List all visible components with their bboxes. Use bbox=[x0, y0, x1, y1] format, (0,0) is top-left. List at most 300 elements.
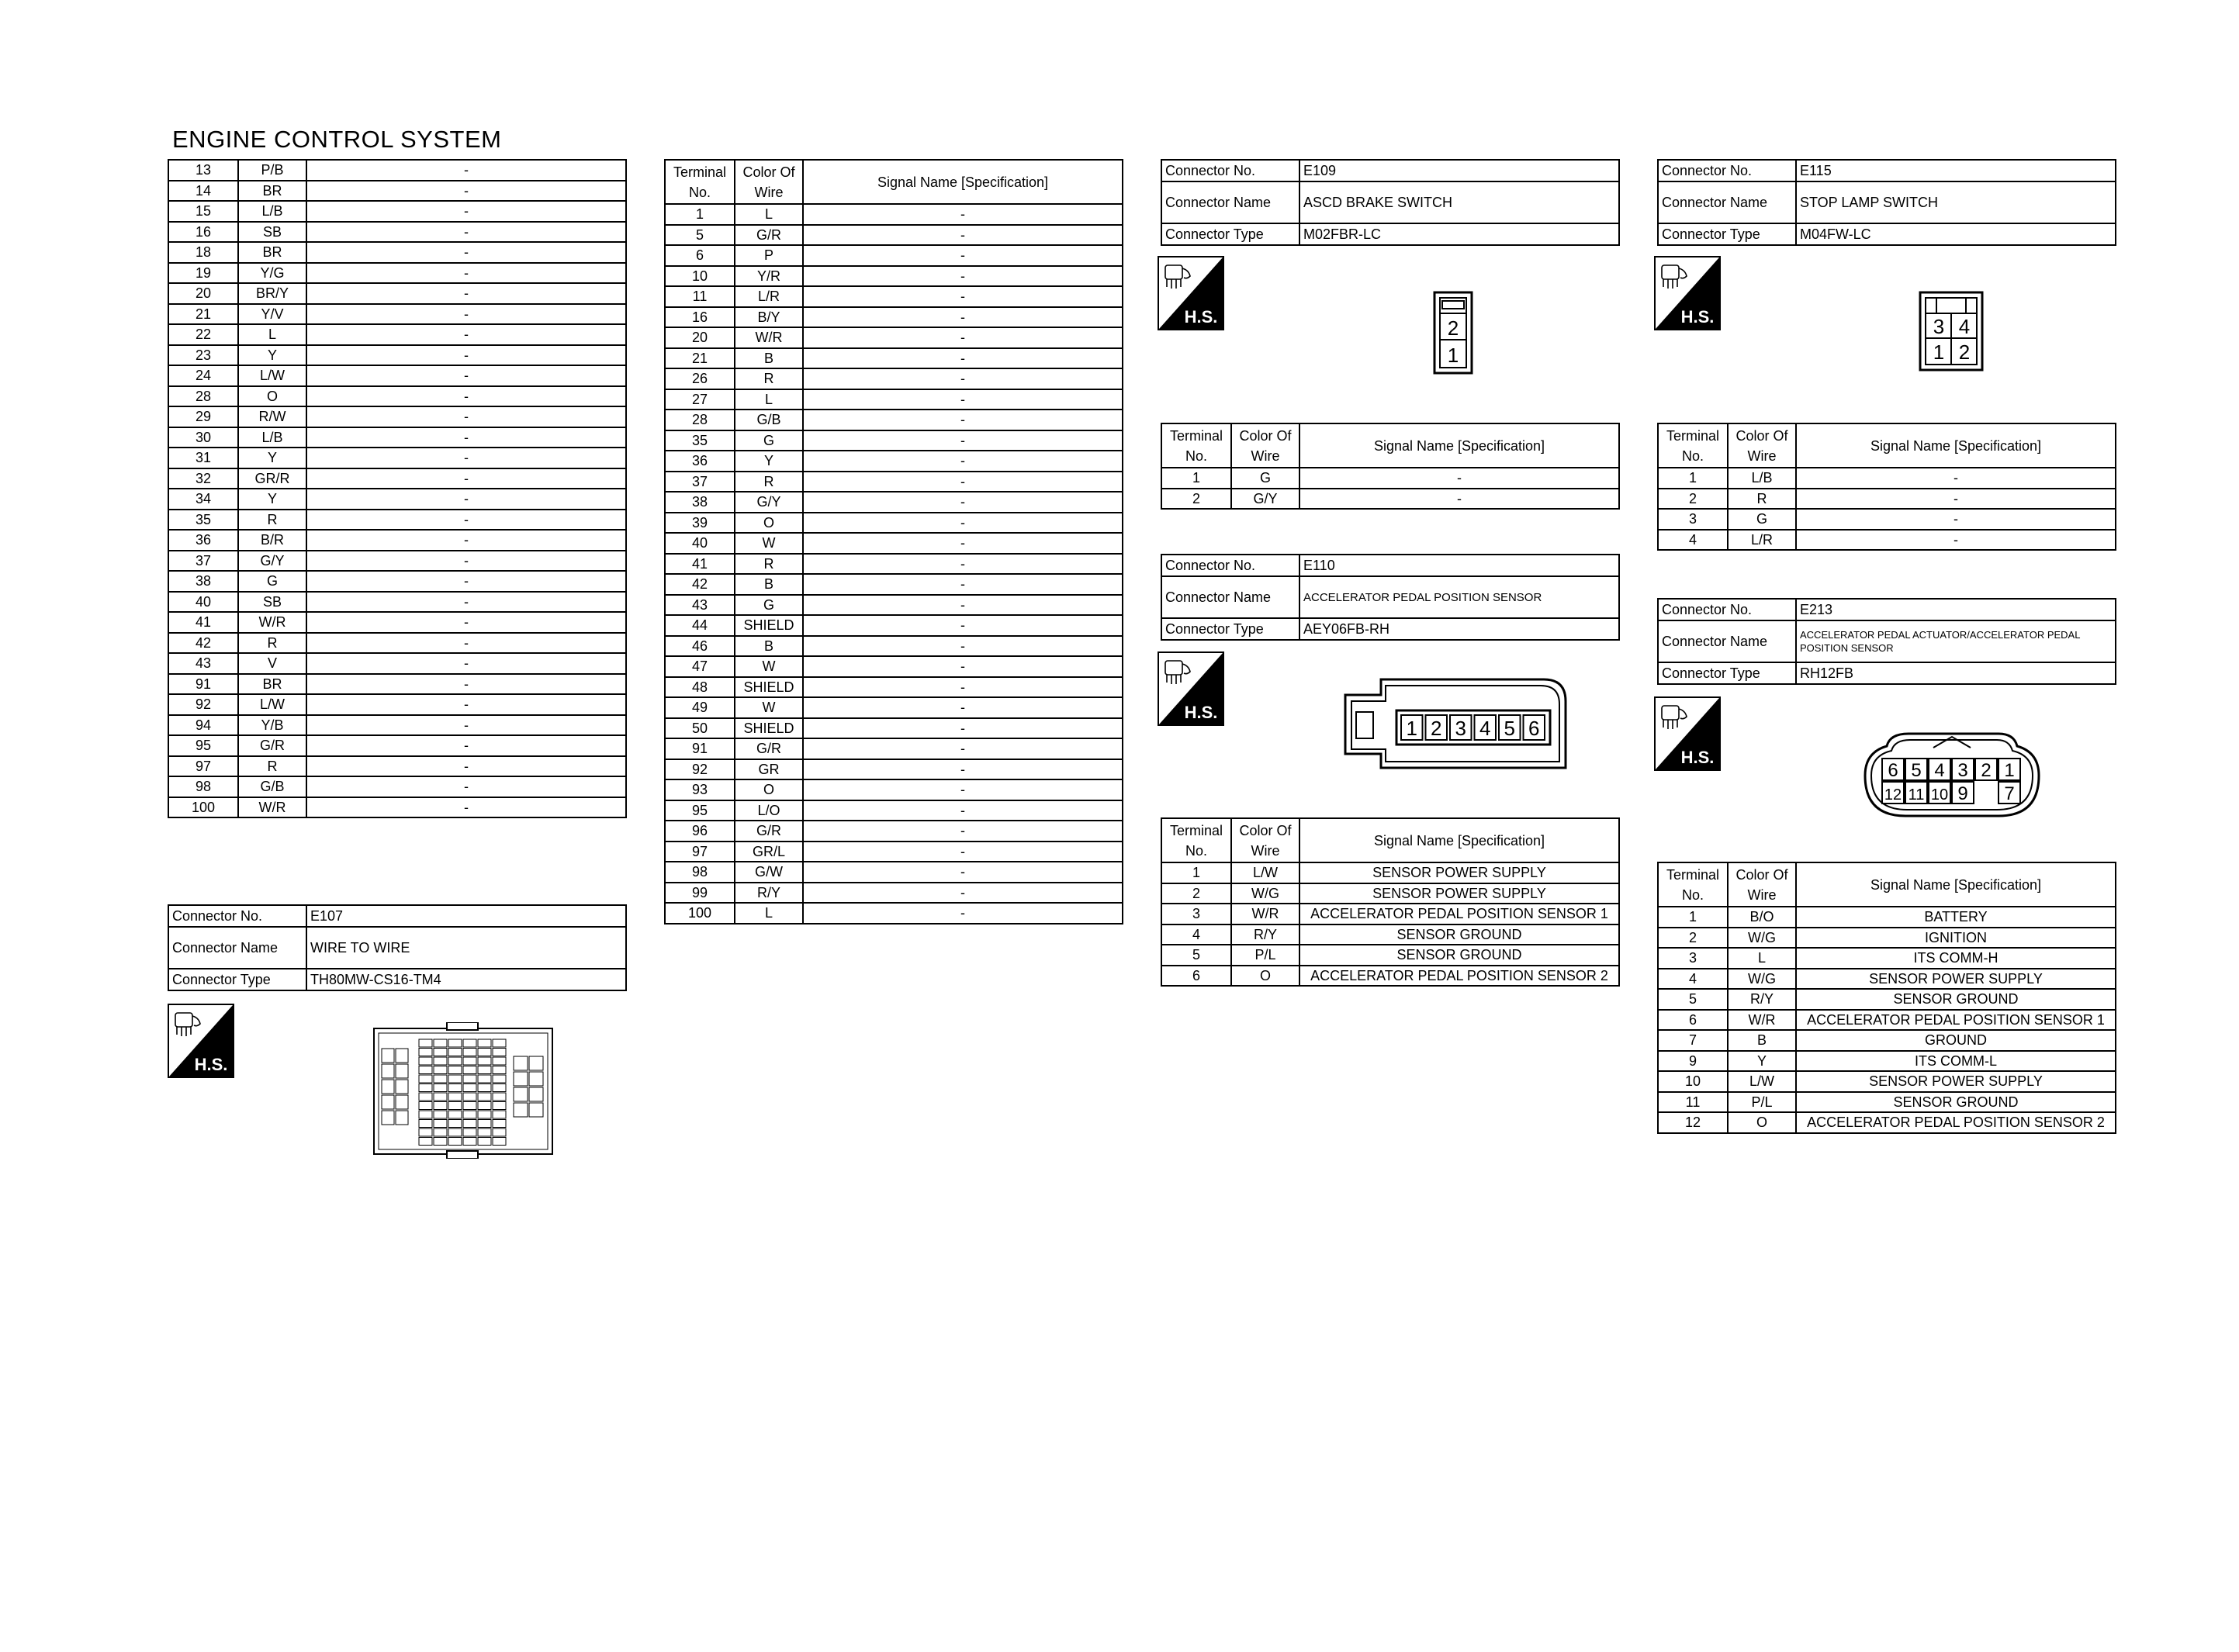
signal-name-cell: - bbox=[803, 266, 1123, 287]
table-row bbox=[168, 489, 626, 510]
table-row bbox=[1161, 966, 1619, 987]
harness-side-icon bbox=[1654, 696, 1721, 775]
hs-label: H.S. bbox=[194, 1055, 228, 1074]
wire-color-cell: GR/R bbox=[238, 468, 306, 489]
terminal-no-cell: 5 bbox=[1161, 945, 1231, 966]
connector-name-value: ACCELERATOR PEDAL POSITION SENSOR bbox=[1299, 576, 1619, 618]
wire-color-cell: L/O bbox=[735, 800, 803, 821]
hs-label: H.S. bbox=[1680, 307, 1715, 327]
table-row bbox=[1161, 945, 1619, 966]
connector-info-e110 bbox=[1161, 554, 1620, 641]
pin-cavity bbox=[419, 1057, 432, 1065]
pin-label: 5 bbox=[1504, 717, 1515, 740]
table-row bbox=[665, 327, 1123, 348]
terminal-no-cell: 39 bbox=[665, 513, 735, 534]
table-row bbox=[665, 862, 1123, 883]
connector-type-value: TH80MW-CS16-TM4 bbox=[306, 969, 626, 990]
wire-color-cell: R bbox=[735, 472, 803, 492]
signal-name-header: Signal Name [Specification] bbox=[803, 160, 1123, 204]
table-row bbox=[168, 448, 626, 468]
pin-cavity bbox=[493, 1111, 506, 1118]
signal-name-cell: - bbox=[803, 410, 1123, 430]
terminal-no-cell: 20 bbox=[168, 283, 238, 304]
wire-color-cell: W/R bbox=[238, 797, 306, 818]
wire-color-cell: L/W bbox=[238, 694, 306, 715]
pin-cavity bbox=[396, 1049, 408, 1063]
pin-cavity bbox=[419, 1128, 432, 1136]
terminal-no-cell: 91 bbox=[168, 674, 238, 695]
terminal-no-cell: 12 bbox=[1658, 1112, 1728, 1133]
signal-name-header: Signal Name [Specification] bbox=[1796, 423, 2116, 468]
connector-type-label: Connector Type bbox=[1161, 618, 1299, 640]
pin-cavity bbox=[448, 1084, 462, 1092]
pin-cavity bbox=[514, 1072, 528, 1086]
table-row bbox=[168, 510, 626, 531]
table-row bbox=[665, 779, 1123, 800]
pin-cavity bbox=[419, 1084, 432, 1092]
table-row bbox=[168, 283, 626, 304]
terminal-no-cell: 94 bbox=[168, 715, 238, 736]
wire-color-cell: R/Y bbox=[735, 883, 803, 904]
wire-color-cell: L/R bbox=[1728, 530, 1796, 551]
wire-table-e109 bbox=[1161, 423, 1620, 510]
wire-color-cell: W/R bbox=[735, 327, 803, 348]
signal-name-cell: - bbox=[306, 674, 626, 695]
signal-name-cell: - bbox=[803, 574, 1123, 595]
wire-color-cell: G/R bbox=[735, 738, 803, 759]
connector-info-e107 bbox=[168, 904, 627, 991]
wire-color-cell: R bbox=[238, 633, 306, 654]
connector-name-label: Connector Name bbox=[1658, 181, 1796, 223]
wire-color-cell: BR bbox=[238, 181, 306, 202]
pin-cavity bbox=[448, 1128, 462, 1136]
pin-label: 3 bbox=[1957, 760, 1968, 781]
table-row bbox=[168, 756, 626, 777]
wire-color-cell: Y/G bbox=[238, 263, 306, 284]
signal-name-cell: - bbox=[803, 656, 1123, 677]
pin-cavity bbox=[514, 1103, 528, 1117]
table-row bbox=[1161, 862, 1619, 883]
pin-cavity bbox=[463, 1093, 476, 1101]
terminal-no-cell: 19 bbox=[168, 263, 238, 284]
pin-cavity bbox=[434, 1138, 447, 1146]
signal-name-cell: - bbox=[803, 430, 1123, 451]
terminal-no-cell: 37 bbox=[665, 472, 735, 492]
pin-cavity bbox=[493, 1057, 506, 1065]
wire-color-cell: P/L bbox=[1231, 945, 1299, 966]
connector-no-value: E107 bbox=[306, 905, 626, 927]
signal-name-cell: - bbox=[803, 615, 1123, 636]
signal-name-cell: - bbox=[803, 883, 1123, 904]
wire-color-cell: W/R bbox=[1231, 904, 1299, 924]
wire-color-cell: O bbox=[1231, 966, 1299, 987]
wire-color-cell: BR bbox=[238, 674, 306, 695]
pin-cavity bbox=[382, 1080, 394, 1094]
table-row bbox=[168, 324, 626, 345]
wire-color-cell: O bbox=[238, 386, 306, 407]
terminal-no-cell: 100 bbox=[665, 903, 735, 924]
pin-cavity bbox=[396, 1095, 408, 1109]
wire-color-cell: SHIELD bbox=[735, 615, 803, 636]
pin-label: 1 bbox=[1933, 340, 1945, 364]
harness-side-icon bbox=[1158, 256, 1224, 334]
connector-no-label: Connector No. bbox=[168, 905, 306, 927]
wire-color-cell: R/W bbox=[238, 406, 306, 427]
terminal-no-cell: 1 bbox=[1161, 862, 1231, 883]
table-row bbox=[1658, 530, 2116, 551]
pin-cavity bbox=[434, 1049, 447, 1056]
wire-color-cell: B bbox=[1728, 1030, 1796, 1051]
connector-name-label: Connector Name bbox=[168, 927, 306, 969]
connector-no-value: E213 bbox=[1796, 599, 2116, 620]
terminal-no-cell: 5 bbox=[665, 225, 735, 246]
terminal-no-cell: 98 bbox=[665, 862, 735, 883]
wire-color-cell: R bbox=[1728, 489, 1796, 510]
wire-color-cell: R bbox=[735, 554, 803, 575]
signal-name-cell: ACCELERATOR PEDAL POSITION SENSOR 2 bbox=[1299, 966, 1619, 987]
terminal-no-cell: 44 bbox=[665, 615, 735, 636]
wire-color-cell: L bbox=[735, 903, 803, 924]
connector-no-label: Connector No. bbox=[1658, 599, 1796, 620]
terminal-no-header: Terminal No. bbox=[1161, 423, 1231, 468]
pin-cavity bbox=[478, 1102, 491, 1110]
pin-cavity bbox=[514, 1056, 528, 1070]
pin-cavity bbox=[396, 1064, 408, 1078]
connector-info-e213 bbox=[1657, 598, 2116, 685]
signal-name-cell: - bbox=[306, 776, 626, 797]
signal-name-cell: - bbox=[803, 286, 1123, 307]
signal-name-cell: - bbox=[306, 612, 626, 633]
pin-label: 10 bbox=[1930, 786, 1949, 804]
pin-label: 3 bbox=[1933, 315, 1945, 338]
pin-cavity bbox=[448, 1111, 462, 1118]
signal-name-cell: ITS COMM-L bbox=[1796, 1051, 2116, 1072]
wire-color-cell: BR bbox=[238, 242, 306, 263]
signal-name-cell: - bbox=[1796, 530, 2116, 551]
signal-name-cell: - bbox=[803, 738, 1123, 759]
pin-label: 2 bbox=[1431, 717, 1442, 740]
signal-name-cell: - bbox=[306, 365, 626, 386]
pin-cavity bbox=[419, 1049, 432, 1056]
table-row bbox=[168, 612, 626, 633]
page-title: ENGINE CONTROL SYSTEM bbox=[172, 126, 502, 153]
connector-info-e109 bbox=[1161, 159, 1620, 246]
signal-name-cell: - bbox=[306, 427, 626, 448]
table-row bbox=[1161, 904, 1619, 924]
pin-cavity bbox=[529, 1087, 543, 1101]
signal-name-cell: SENSOR POWER SUPPLY bbox=[1796, 1071, 2116, 1092]
pin-cavity bbox=[382, 1111, 394, 1125]
harness-side-icon bbox=[1654, 256, 1721, 334]
signal-name-cell: - bbox=[306, 468, 626, 489]
connector-type-label: Connector Type bbox=[1658, 223, 1796, 245]
wire-color-cell: O bbox=[1728, 1112, 1796, 1133]
wire-color-cell: SHIELD bbox=[735, 677, 803, 698]
table-row bbox=[168, 427, 626, 448]
pin-cavity bbox=[463, 1049, 476, 1056]
pin-cavity bbox=[448, 1102, 462, 1110]
table-row bbox=[168, 694, 626, 715]
table-row bbox=[1658, 1071, 2116, 1092]
wire-color-cell: R bbox=[735, 368, 803, 389]
table-row bbox=[1658, 989, 2116, 1010]
pin-cavity bbox=[478, 1128, 491, 1136]
terminal-no-cell: 41 bbox=[665, 554, 735, 575]
table-row bbox=[665, 451, 1123, 472]
connector-diagram-e109 bbox=[1432, 290, 1476, 375]
wire-color-cell: O bbox=[735, 779, 803, 800]
connector-type-label: Connector Type bbox=[168, 969, 306, 990]
wire-color-cell: G bbox=[735, 595, 803, 616]
connector-diagram-e110 bbox=[1341, 676, 1570, 774]
terminal-no-cell: 11 bbox=[665, 286, 735, 307]
signal-name-cell: - bbox=[803, 554, 1123, 575]
wire-color-cell: W bbox=[735, 533, 803, 554]
pin-cavity bbox=[419, 1120, 432, 1128]
terminal-no-cell: 38 bbox=[665, 492, 735, 513]
signal-name-cell: - bbox=[306, 242, 626, 263]
signal-name-cell: BATTERY bbox=[1796, 907, 2116, 928]
pin-cavity bbox=[463, 1102, 476, 1110]
table-row bbox=[665, 697, 1123, 718]
wire-color-cell: V bbox=[238, 653, 306, 674]
signal-name-cell: - bbox=[803, 718, 1123, 739]
table-row bbox=[665, 883, 1123, 904]
pin-label: 4 bbox=[1958, 315, 1971, 338]
signal-name-cell: - bbox=[803, 595, 1123, 616]
table-row bbox=[168, 406, 626, 427]
connector-diagram-e107 bbox=[371, 1022, 557, 1159]
signal-name-cell: - bbox=[803, 842, 1123, 862]
pin-label: 2 bbox=[1981, 760, 1992, 781]
signal-name-cell: - bbox=[306, 633, 626, 654]
table-row bbox=[168, 242, 626, 263]
table-row bbox=[665, 800, 1123, 821]
pin-cavity bbox=[434, 1057, 447, 1065]
terminal-no-cell: 3 bbox=[1161, 904, 1231, 924]
terminal-no-cell: 37 bbox=[168, 551, 238, 572]
signal-name-cell: - bbox=[803, 800, 1123, 821]
terminal-no-cell: 92 bbox=[168, 694, 238, 715]
signal-name-cell: - bbox=[306, 530, 626, 551]
wire-color-cell: W/R bbox=[238, 612, 306, 633]
terminal-no-cell: 47 bbox=[665, 656, 735, 677]
terminal-no-cell: 2 bbox=[1658, 928, 1728, 949]
pin-cavity bbox=[529, 1056, 543, 1070]
wire-color-cell: G/Y bbox=[735, 492, 803, 513]
terminal-no-cell: 36 bbox=[665, 451, 735, 472]
table-row bbox=[1658, 928, 2116, 949]
wire-color-cell: G/Y bbox=[238, 551, 306, 572]
wire-color-cell: L/W bbox=[1231, 862, 1299, 883]
wire-color-cell: L/B bbox=[238, 427, 306, 448]
connector-name-value: ASCD BRAKE SWITCH bbox=[1299, 181, 1619, 223]
signal-name-cell: - bbox=[1796, 509, 2116, 530]
terminal-no-cell: 95 bbox=[168, 735, 238, 756]
terminal-no-cell: 46 bbox=[665, 636, 735, 657]
wire-color-cell: L/W bbox=[238, 365, 306, 386]
pin-cavity bbox=[478, 1049, 491, 1056]
pin-label: 4 bbox=[1934, 760, 1945, 781]
wire-table-e115 bbox=[1657, 423, 2116, 551]
terminal-no-cell: 99 bbox=[665, 883, 735, 904]
table-row bbox=[665, 677, 1123, 698]
terminal-no-cell: 40 bbox=[168, 592, 238, 613]
signal-name-cell: - bbox=[1796, 489, 2116, 510]
pin-cavity bbox=[478, 1120, 491, 1128]
terminal-no-cell: 42 bbox=[665, 574, 735, 595]
signal-name-header: Signal Name [Specification] bbox=[1299, 818, 1619, 862]
terminal-no-header: Terminal No. bbox=[1658, 423, 1728, 468]
wire-color-cell: R bbox=[238, 510, 306, 531]
pin-cavity bbox=[478, 1093, 491, 1101]
pin-cavity bbox=[478, 1111, 491, 1118]
signal-name-cell: - bbox=[306, 222, 626, 243]
pin-cavity bbox=[463, 1057, 476, 1065]
wire-color-cell: SB bbox=[238, 592, 306, 613]
terminal-no-cell: 6 bbox=[1161, 966, 1231, 987]
wire-color-header: Color Of Wire bbox=[1728, 423, 1796, 468]
signal-name-cell: - bbox=[803, 697, 1123, 718]
wire-color-cell: P bbox=[735, 245, 803, 266]
connector-type-label: Connector Type bbox=[1658, 662, 1796, 684]
pin-cavity bbox=[463, 1138, 476, 1146]
wire-color-cell: G bbox=[1231, 468, 1299, 489]
table-row bbox=[665, 615, 1123, 636]
wire-color-cell: W/G bbox=[1231, 883, 1299, 904]
wire-color-cell: G bbox=[238, 571, 306, 592]
wire-color-cell: Y bbox=[1728, 1051, 1796, 1072]
terminal-no-cell: 50 bbox=[665, 718, 735, 739]
pin-cavity bbox=[478, 1066, 491, 1074]
signal-name-cell: SENSOR GROUND bbox=[1299, 924, 1619, 945]
signal-name-cell: - bbox=[803, 759, 1123, 780]
signal-name-cell: - bbox=[803, 389, 1123, 410]
signal-name-cell: ACCELERATOR PEDAL POSITION SENSOR 1 bbox=[1796, 1010, 2116, 1031]
pin-cavity bbox=[419, 1075, 432, 1083]
signal-name-cell: - bbox=[803, 204, 1123, 225]
table-row bbox=[168, 386, 626, 407]
pin-cavity bbox=[419, 1102, 432, 1110]
table-row bbox=[168, 715, 626, 736]
terminal-no-cell: 15 bbox=[168, 201, 238, 222]
pin-cavity bbox=[419, 1138, 432, 1146]
harness-side-icon bbox=[1158, 651, 1224, 730]
pin-label: 7 bbox=[2004, 783, 2015, 804]
table-row bbox=[665, 225, 1123, 246]
wire-table-e213 bbox=[1657, 862, 2116, 1134]
table-row bbox=[168, 551, 626, 572]
pin-cavity bbox=[529, 1072, 543, 1086]
terminal-no-cell: 4 bbox=[1658, 530, 1728, 551]
wire-color-header: Color Of Wire bbox=[735, 160, 803, 204]
pin-cavity bbox=[478, 1057, 491, 1065]
terminal-no-cell: 5 bbox=[1658, 989, 1728, 1010]
table-row bbox=[168, 797, 626, 818]
signal-name-cell: SENSOR GROUND bbox=[1796, 989, 2116, 1010]
pin-cavity bbox=[493, 1075, 506, 1083]
wire-color-cell: SHIELD bbox=[735, 718, 803, 739]
signal-name-cell: - bbox=[306, 489, 626, 510]
connector-no-label: Connector No. bbox=[1161, 555, 1299, 576]
pin-cavity bbox=[382, 1064, 394, 1078]
table-row bbox=[1658, 468, 2116, 489]
table-row bbox=[665, 368, 1123, 389]
wire-color-cell: B bbox=[735, 574, 803, 595]
terminal-no-cell: 7 bbox=[1658, 1030, 1728, 1051]
pin-cavity bbox=[478, 1084, 491, 1092]
table-row bbox=[168, 633, 626, 654]
pin-cavity bbox=[463, 1066, 476, 1074]
terminal-no-cell: 10 bbox=[1658, 1071, 1728, 1092]
signal-name-cell: SENSOR POWER SUPPLY bbox=[1299, 862, 1619, 883]
terminal-no-cell: 3 bbox=[1658, 509, 1728, 530]
signal-name-cell: - bbox=[306, 510, 626, 531]
signal-name-cell: - bbox=[803, 327, 1123, 348]
signal-name-cell: - bbox=[306, 592, 626, 613]
signal-name-cell: - bbox=[803, 245, 1123, 266]
signal-name-cell: - bbox=[306, 345, 626, 366]
pin-cavity bbox=[419, 1039, 432, 1047]
signal-name-cell: - bbox=[306, 715, 626, 736]
terminal-no-cell: 24 bbox=[168, 365, 238, 386]
pin-cavity bbox=[448, 1120, 462, 1128]
pin-cavity bbox=[434, 1102, 447, 1110]
terminal-no-cell: 21 bbox=[168, 304, 238, 325]
signal-name-cell: SENSOR GROUND bbox=[1299, 945, 1619, 966]
terminal-no-cell: 16 bbox=[168, 222, 238, 243]
table-row bbox=[665, 636, 1123, 657]
terminal-no-cell: 1 bbox=[1658, 907, 1728, 928]
terminal-no-cell: 21 bbox=[665, 348, 735, 369]
pin-cavity bbox=[493, 1128, 506, 1136]
terminal-no-cell: 14 bbox=[168, 181, 238, 202]
wire-color-cell: O bbox=[735, 513, 803, 534]
table-row bbox=[168, 468, 626, 489]
pin-cavity bbox=[493, 1039, 506, 1047]
signal-name-header: Signal Name [Specification] bbox=[1299, 423, 1619, 468]
signal-name-cell: - bbox=[306, 324, 626, 345]
signal-name-cell: - bbox=[803, 348, 1123, 369]
terminal-no-cell: 28 bbox=[665, 410, 735, 430]
wire-color-cell: BR/Y bbox=[238, 283, 306, 304]
terminal-no-cell: 41 bbox=[168, 612, 238, 633]
terminal-no-cell: 26 bbox=[665, 368, 735, 389]
table-row bbox=[1658, 907, 2116, 928]
table-row bbox=[168, 263, 626, 284]
signal-name-cell: ACCELERATOR PEDAL POSITION SENSOR 2 bbox=[1796, 1112, 2116, 1133]
signal-name-header: Signal Name [Specification] bbox=[1796, 862, 2116, 907]
terminal-no-cell: 93 bbox=[665, 779, 735, 800]
wire-color-cell: Y bbox=[238, 345, 306, 366]
table-row bbox=[665, 513, 1123, 534]
connector-diagram-e213 bbox=[1859, 726, 2045, 821]
pin-cavity bbox=[493, 1138, 506, 1146]
wire-color-cell: G bbox=[1728, 509, 1796, 530]
table-row bbox=[1658, 1030, 2116, 1051]
terminal-no-cell: 18 bbox=[168, 242, 238, 263]
terminal-no-cell: 91 bbox=[665, 738, 735, 759]
signal-name-cell: - bbox=[1299, 468, 1619, 489]
signal-name-cell: - bbox=[803, 451, 1123, 472]
signal-name-cell: - bbox=[306, 283, 626, 304]
pin-cavity bbox=[434, 1120, 447, 1128]
pin-cavity bbox=[514, 1087, 528, 1101]
connector-no-value: E110 bbox=[1299, 555, 1619, 576]
pin-cavity bbox=[448, 1057, 462, 1065]
pin-cavity bbox=[419, 1111, 432, 1118]
pin-label: 6 bbox=[1888, 760, 1898, 781]
